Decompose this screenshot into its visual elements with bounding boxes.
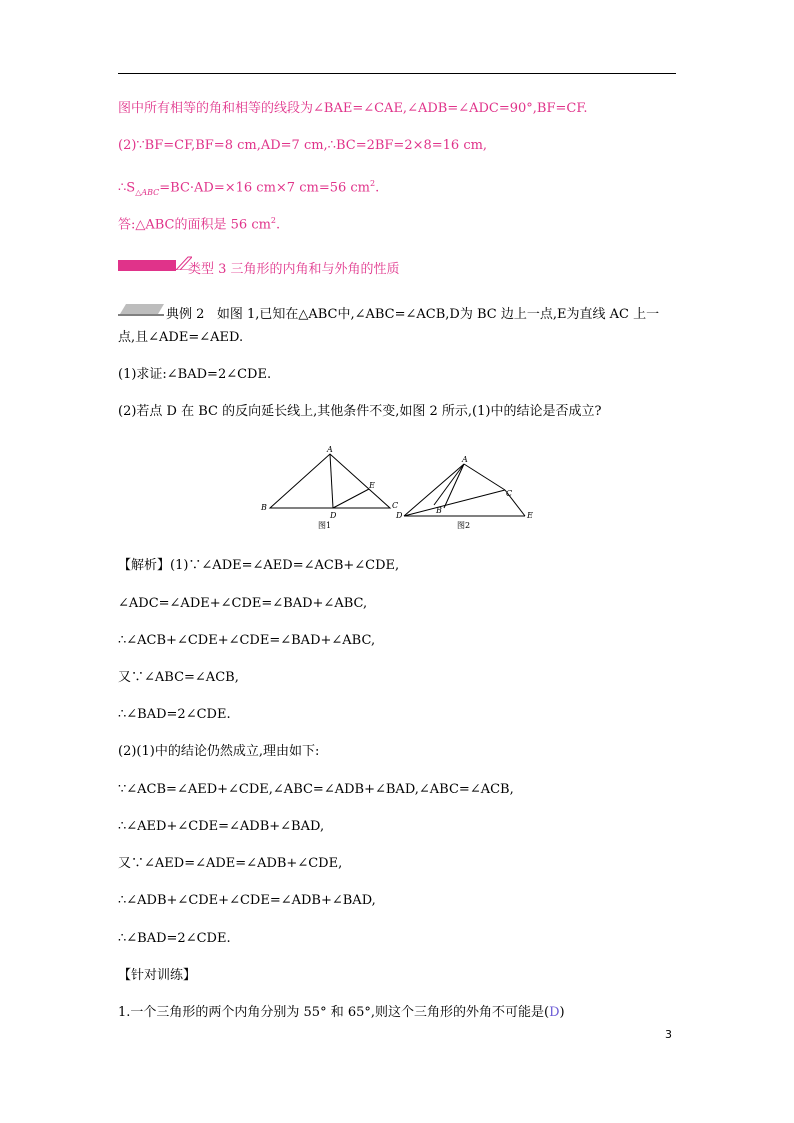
question-2: (2)若点 D 在 BC 的反向延长线上,其他条件不变,如图 2 所示,(1)中的结论是否成立? xyxy=(118,404,602,419)
solution-line-11: ∴∠BAD=2∠CDE. xyxy=(118,931,231,946)
fig2-caption: 图2 xyxy=(457,521,471,530)
example-line-1: 典例 2 如图 1,已知在△ABC中,∠ABC=∠ACB,D为 BC 边上一点,E为直线 AC 上一 xyxy=(166,307,660,322)
solution-line-10: ∴∠ADB+∠CDE+∠CDE=∠ADB+∠BAD, xyxy=(118,893,376,908)
solution-line-3: ∴∠ACB+∠CDE+∠CDE=∠BAD+∠ABC, xyxy=(118,633,376,648)
fig1-label-a: A xyxy=(327,445,333,454)
answer-choice: D xyxy=(549,1005,560,1020)
solution-line-4: 又∵∠ABC=∠ACB, xyxy=(118,670,239,685)
fig1-label-b: B xyxy=(261,503,267,512)
fig2-label-a: A xyxy=(462,455,468,464)
triangle-figures xyxy=(258,442,538,532)
figure-2 xyxy=(395,455,533,530)
fig1-label-c: C xyxy=(392,501,399,510)
section-title: 类型 3 三角形的内角和与外角的性质 xyxy=(188,262,400,277)
fig2-label-c: C xyxy=(506,489,513,498)
fig1-label-e: E xyxy=(369,481,375,490)
solution-line-9: 又∵∠AED=∠ADE=∠ADB+∠CDE, xyxy=(118,856,343,871)
figure-1 xyxy=(260,445,398,530)
fig1-caption: 图1 xyxy=(318,521,332,530)
solution-line-8: ∴∠AED+∠CDE=∠ADB+∠BAD, xyxy=(118,819,325,834)
page-number: 3 xyxy=(665,1028,672,1041)
header-rule xyxy=(118,73,676,74)
question-1: (1)求证:∠BAD=2∠CDE. xyxy=(118,367,272,382)
solution-line-6: (2)(1)中的结论仍然成立,理由如下: xyxy=(118,744,320,759)
solution-line-5: ∴∠BAD=2∠CDE. xyxy=(118,707,231,722)
solution-line-2: ∠ADC=∠ADE+∠CDE=∠BAD+∠ABC, xyxy=(118,596,368,611)
solution-line-1: 【解析】(1)∵∠ADE=∠AED=∠ACB+∠CDE, xyxy=(118,558,400,573)
training-heading: 【针对训练】 xyxy=(118,968,197,983)
fig2-label-d: D xyxy=(396,511,403,520)
text-line-step-bc: (2)∵BF=CF,BF=8 cm,AD=7 cm,∴BC=2BF=2×8=16 cm, xyxy=(118,138,488,153)
text-line-area-formula: $\therefore S_{\triangle ABC}=BC\cdot AD=\times 16$ cm×7 cm=56 $cm^2$. xyxy=(118,179,380,197)
fig2-label-b: B xyxy=(436,506,442,515)
fig2-label-e: E xyxy=(527,511,533,520)
text-line-equal-parts: 图中所有相等的角和相等的线段为∠BAE=∠CAE,∠ADB=∠ADC=90°,BF=CF. xyxy=(118,101,588,116)
fig1-label-d: D xyxy=(330,511,337,520)
text-line-answer: 答:△ABC的面积是 56 $cm^2$. xyxy=(118,216,281,233)
solution-line-7: ∵∠ACB=∠AED+∠CDE,∠ABC=∠ADB+∠BAD,∠ABC=∠ACB, xyxy=(118,782,514,797)
training-question-1: 1.一个三角形的两个内角分别为 55° 和 65°,则这个三角形的外角不可能是(D) xyxy=(118,1005,565,1020)
example-line-2: 点,且∠ADE=∠AED. xyxy=(118,330,244,345)
